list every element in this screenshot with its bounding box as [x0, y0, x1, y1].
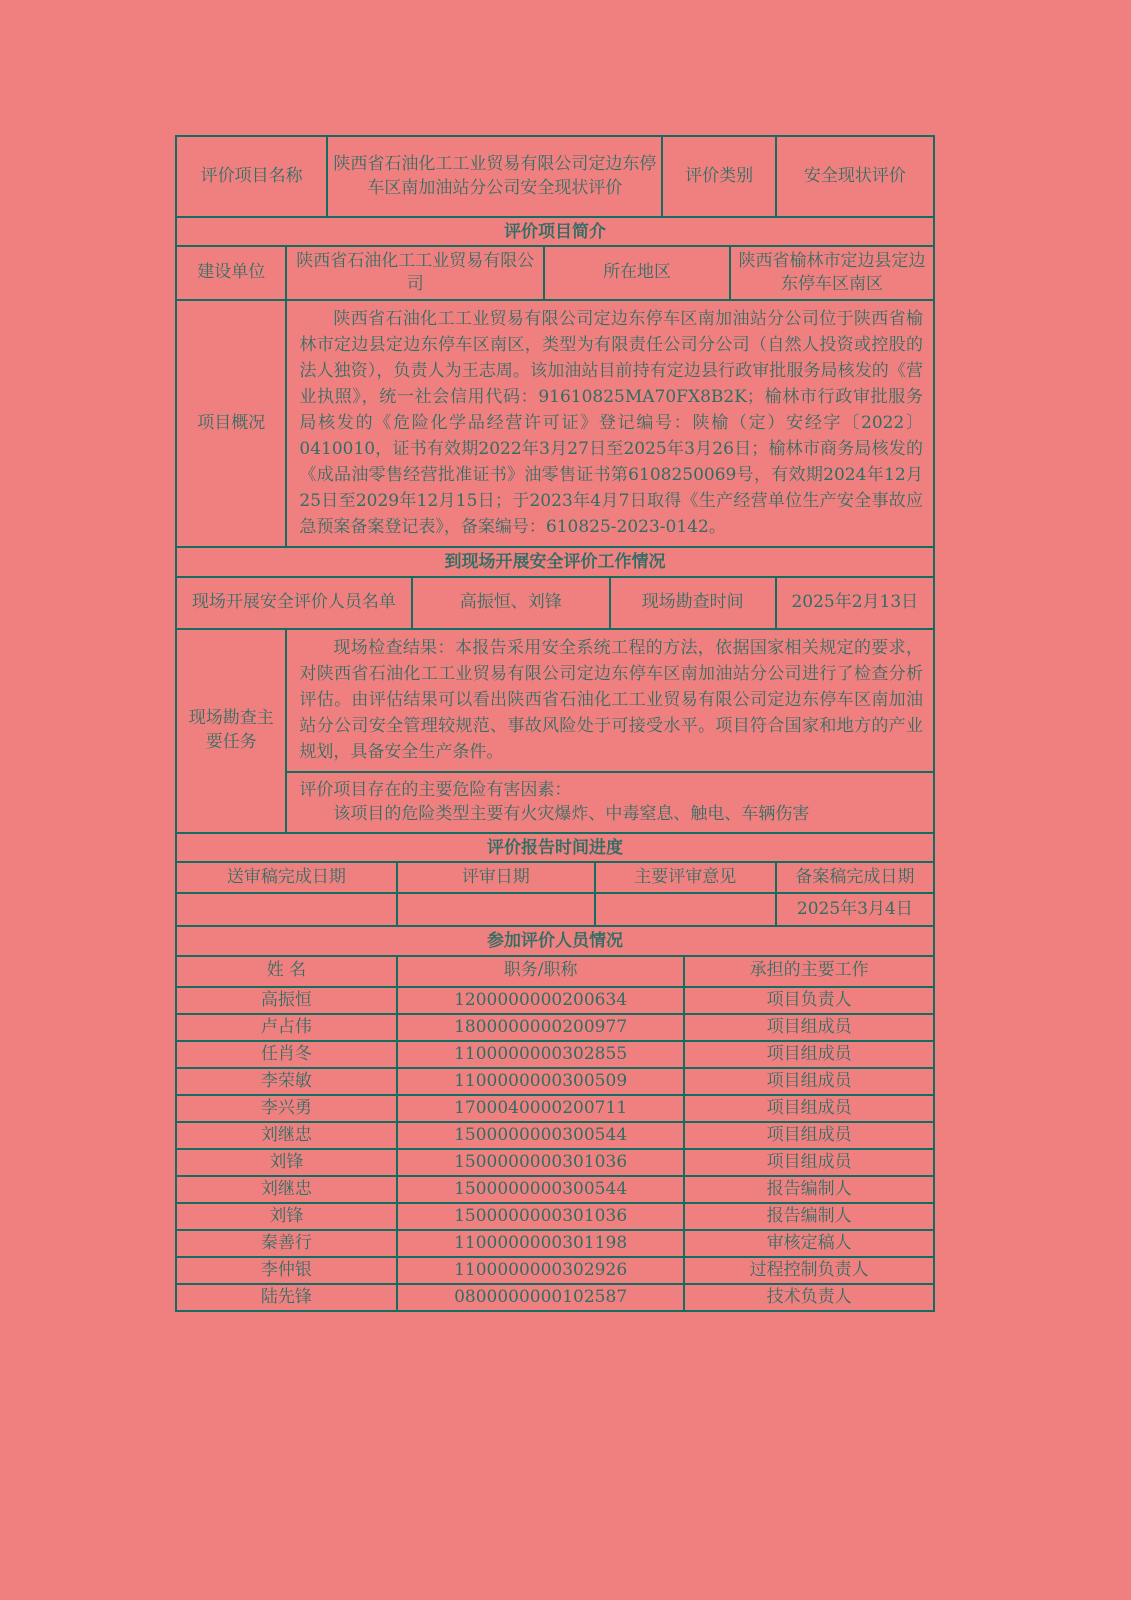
person-name: 刘继忠 — [260, 1124, 312, 1145]
person-role: 报告编制人 — [683, 1177, 933, 1202]
project-overview-row — [177, 299, 933, 546]
table-row — [177, 1202, 933, 1229]
person-name: 秦善行 — [260, 1232, 312, 1253]
person-cert-number: 1100000000300509 — [396, 1069, 684, 1094]
person-cert-number: 1500000000300544 — [396, 1177, 684, 1202]
review-date-value — [396, 894, 594, 925]
draft-date-value — [177, 894, 396, 925]
draft-date-header: 送审稿完成日期 — [226, 866, 346, 887]
person-name: 李兴勇 — [260, 1097, 312, 1118]
record-date-value: 2025年3月4日 — [775, 894, 933, 925]
person-role: 项目负责人 — [683, 988, 933, 1013]
schedule-value-row — [177, 892, 933, 925]
table-row — [177, 986, 933, 1013]
person-name: 李仲银 — [260, 1259, 312, 1280]
person-cert-number: 1500000000301036 — [396, 1204, 684, 1229]
site-staff-label: 现场开展安全评价人员名单 — [191, 591, 396, 612]
person-role: 项目组成员 — [683, 1150, 933, 1175]
person-cert-number: 1100000000301198 — [396, 1231, 684, 1256]
person-role: 项目组成员 — [683, 1096, 933, 1121]
person-name: 陆先锋 — [260, 1286, 312, 1307]
table-row — [177, 1175, 933, 1202]
survey-task-content — [285, 630, 933, 832]
person-cert-number: 0800000000102587 — [396, 1285, 684, 1310]
person-name: 刘锋 — [269, 1205, 304, 1226]
role-column-header: 承担的主要工作 — [683, 957, 933, 986]
hazard-factors-cell — [287, 771, 933, 832]
evaluation-form-table — [175, 135, 935, 1312]
project-name-value: 陕西省石油化工工业贸易有限公司定边东停车区南加油站分公司安全现状评价 — [326, 137, 661, 216]
person-role: 项目组成员 — [683, 1015, 933, 1040]
project-overview-label: 项目概况 — [197, 412, 266, 433]
record-date-header: 备案稿完成日期 — [775, 863, 933, 892]
person-cert-number: 1100000000302855 — [396, 1042, 684, 1067]
project-overview-text-cell — [285, 301, 933, 546]
person-name: 高振恒 — [260, 989, 312, 1010]
project-overview-text: 陕西省石油化工工业贸易有限公司定边东停车区南加油站分公司位于陕西省榆林市定边县定边东停车区南区，类型为有限责任公司分公司（自然人投资或控股的法人独资），负责人为王志周。该加油站目前持有定边县行政审批服务局核发的《营业执照》，统一社会信用代码：91610825MA70FX8B2K；榆林市行政审批服务局核发的《危险化学品经营许可证》登记编号：陕榆（定）安经字〔2022〕0410010，证书有效期2022年3月27日至2025年3月26日；榆林市商务局核发的《成品油零售经营批准证书》油零售证书第6108250069号，有效期2024年12月25日至2029年12月15日；于2023年4月7日取得《生产经营单位生产安全事故应急预案备案登记表》，备案编号：610825-2023-0142。 — [299, 309, 923, 538]
site-staff-row — [177, 576, 933, 628]
survey-task-label: 现场勘查主要任务 — [188, 707, 274, 752]
table-row — [177, 1067, 933, 1094]
survey-time-value: 2025年2月13日 — [775, 578, 933, 628]
table-row — [177, 1256, 933, 1283]
review-opinion-value — [594, 894, 775, 925]
table-row — [177, 1229, 933, 1256]
review-date-header: 评审日期 — [396, 863, 594, 892]
region-value: 陕西省榆林市定边县定边东停车区南区 — [729, 247, 933, 299]
person-role: 项目组成员 — [683, 1069, 933, 1094]
name-column-header: 姓 名 — [266, 960, 307, 981]
person-name: 刘继忠 — [260, 1178, 312, 1199]
title-column-header: 职务/职称 — [396, 957, 684, 986]
person-role: 过程控制负责人 — [683, 1258, 933, 1283]
section-header-participants: 参加评价人员情况 — [177, 925, 933, 954]
survey-time-label: 现场勘查时间 — [609, 578, 775, 628]
project-title-row — [177, 137, 933, 216]
hazard-factors-title: 评价项目存在的主要危险有害因素： — [299, 779, 572, 800]
person-cert-number: 1200000000200634 — [396, 988, 684, 1013]
person-role: 项目组成员 — [683, 1042, 933, 1067]
person-name: 李荣敏 — [260, 1070, 312, 1091]
participants-header-row — [177, 955, 933, 986]
site-staff-value: 高振恒、刘锋 — [411, 578, 609, 628]
evaluation-category-label: 评价类别 — [661, 137, 774, 216]
section-header-site-work: 到现场开展安全评价工作情况 — [177, 546, 933, 575]
person-cert-number: 1700040000200711 — [396, 1096, 684, 1121]
person-role: 项目组成员 — [683, 1123, 933, 1148]
section-header-schedule: 评价报告时间进度 — [177, 832, 933, 861]
person-cert-number: 1500000000301036 — [396, 1150, 684, 1175]
inspection-result-text: 现场检查结果：本报告采用安全系统工程的方法，依据国家相关规定的要求，对陕西省石油化工工业贸易有限公司定边东停车区南加油站分公司进行了检查分析评估。由评估结果可以看出陕西省石油化工工业贸易有限公司定边东停车区南加油站分公司安全管理较规范、事故风险处于可接受水平。项目符合国家和地方的产业规划，具备安全生产条件。 — [299, 637, 923, 762]
person-role: 报告编制人 — [683, 1204, 933, 1229]
person-name: 卢占伟 — [260, 1016, 312, 1037]
project-name-label: 评价项目名称 — [200, 165, 303, 186]
builder-value: 陕西省石油化工工业贸易有限公司 — [285, 247, 543, 299]
person-role: 技术负责人 — [683, 1285, 933, 1310]
table-row — [177, 1283, 933, 1310]
schedule-header-row — [177, 861, 933, 892]
evaluation-category-value: 安全现状评价 — [775, 137, 933, 216]
table-row — [177, 1148, 933, 1175]
table-row — [177, 1013, 933, 1040]
hazard-factors-text: 该项目的危险类型主要有火灾爆炸、中毒窒息、触电、车辆伤害 — [333, 803, 810, 824]
builder-label: 建设单位 — [197, 262, 266, 283]
inspection-result-cell — [287, 630, 933, 771]
section-header-project-intro: 评价项目简介 — [177, 216, 933, 245]
review-opinion-header: 主要评审意见 — [594, 863, 775, 892]
survey-task-row — [177, 628, 933, 832]
table-row — [177, 1121, 933, 1148]
person-role: 审核定稿人 — [683, 1231, 933, 1256]
table-row — [177, 1040, 933, 1067]
person-cert-number: 1100000000302926 — [396, 1258, 684, 1283]
person-cert-number: 1800000000200977 — [396, 1015, 684, 1040]
builder-region-row — [177, 245, 933, 299]
table-row — [177, 1094, 933, 1121]
region-label: 所在地区 — [543, 247, 729, 299]
person-name: 任肖冬 — [260, 1043, 312, 1064]
person-cert-number: 1500000000300544 — [396, 1123, 684, 1148]
person-name: 刘锋 — [269, 1151, 304, 1172]
